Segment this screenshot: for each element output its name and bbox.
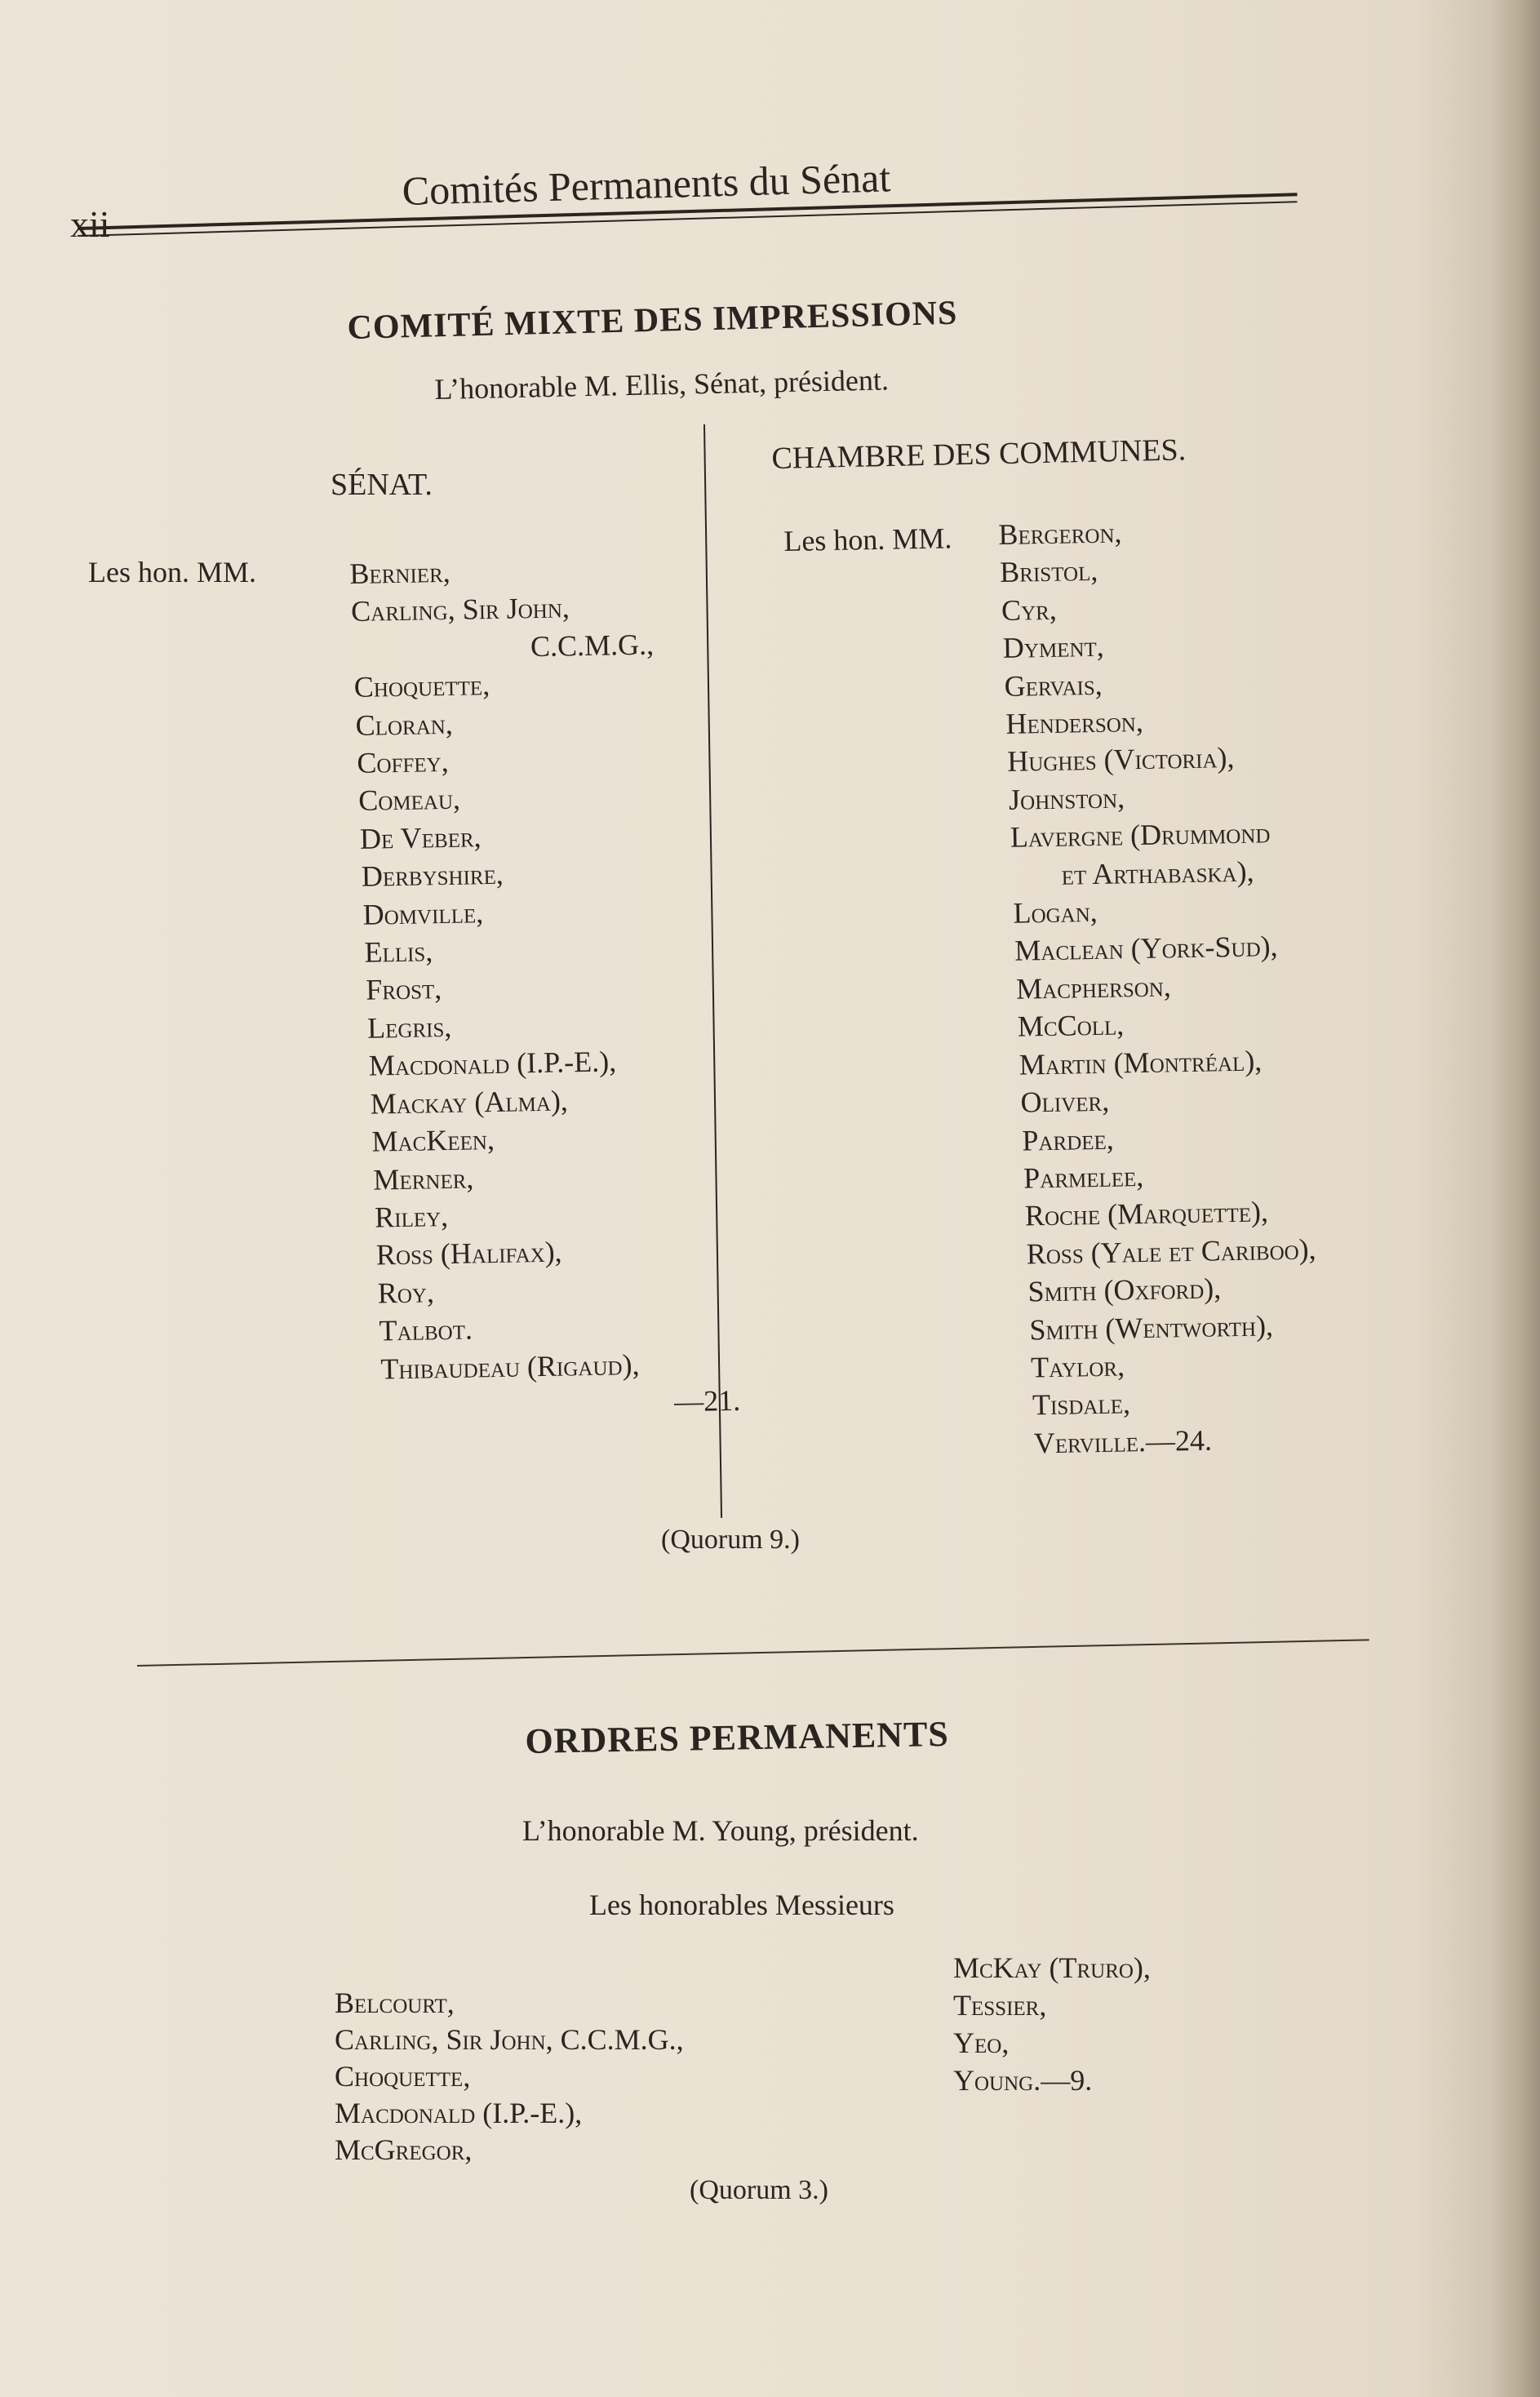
member-entry: Derbyshire, xyxy=(361,858,504,894)
section-divider-rule xyxy=(137,1639,1369,1667)
communes-heading: CHAMBRE DES COMMUNES. xyxy=(771,433,1187,476)
member-entry: Cyr, xyxy=(1001,593,1058,627)
member-entry: Dyment, xyxy=(1002,629,1105,665)
member-entry: Cloran, xyxy=(355,707,454,742)
member-entry: Lavergne (Drummond xyxy=(1010,816,1271,854)
member-entry: Ellis, xyxy=(364,934,433,969)
member-entry: Choquette, xyxy=(335,2060,471,2093)
section-title-ordres: ORDRES PERMANENTS xyxy=(525,1713,950,1761)
member-entry: Belcourt, xyxy=(335,1986,455,2019)
member-entry: Tisdale, xyxy=(1032,1387,1131,1422)
member-entry: Frost, xyxy=(365,972,442,1007)
member-entry: Merner, xyxy=(373,1161,474,1196)
member-entry: Yeo, xyxy=(953,2026,1010,2059)
member-entry: Henderson, xyxy=(1005,704,1144,740)
senat-members-list xyxy=(349,548,741,1426)
member-entry: Roy, xyxy=(377,1276,435,1310)
member-entry: Talbot. xyxy=(379,1312,473,1347)
member-entry: Martin (Montréal), xyxy=(1019,1044,1263,1081)
member-entry: Smith (Oxford), xyxy=(1027,1272,1222,1308)
member-entry: Mackay (Alma), xyxy=(370,1084,569,1121)
member-entry: Macdonald (I.P.-E.), xyxy=(335,2097,583,2129)
member-entry: Roche (Marquette), xyxy=(1024,1195,1269,1232)
member-entry: et Arthabaska), xyxy=(1061,854,1254,891)
member-entry: Young.—9. xyxy=(953,2064,1093,2097)
member-entry: Coffey, xyxy=(357,744,449,779)
member-entry: Macdonald (I.P.-E.), xyxy=(368,1045,617,1082)
member-entry: C.C.M.G., xyxy=(530,628,655,663)
member-entry: Taylor, xyxy=(1030,1349,1125,1384)
member-entry: Bernier, xyxy=(349,555,451,590)
senat-intro: Les hon. MM. xyxy=(88,556,256,588)
member-entry: Johnston, xyxy=(1008,781,1125,816)
member-entry: McGregor, xyxy=(335,2133,473,2166)
member-entry: Tessier, xyxy=(953,1989,1047,2022)
running-title: Comités Permanents du Sénat xyxy=(402,154,891,214)
member-entry: Smith (Wentworth), xyxy=(1029,1308,1274,1347)
communes-intro: Les hon. MM. xyxy=(783,522,952,557)
ordres-president: L’honorable M. Young, président. xyxy=(522,1814,919,1847)
page-folio: xii xyxy=(70,203,110,245)
ordres-subtitle: Les honorables Messieurs xyxy=(589,1889,894,1921)
section-title-impressions: COMITÉ MIXTE DES IMPRESSIONS xyxy=(347,294,958,347)
member-entry: Parmelee, xyxy=(1023,1159,1144,1195)
member-entry: De Veber, xyxy=(359,820,482,855)
ordres-left-members xyxy=(335,1985,684,2168)
member-entry: Carling, Sir John, C.C.M.G., xyxy=(335,2023,684,2056)
member-entry: Oliver, xyxy=(1020,1084,1110,1119)
member-entry: Macpherson, xyxy=(1015,970,1172,1005)
member-entry: Ross (Halifax), xyxy=(375,1235,562,1272)
member-entry: Maclean (York-Sud), xyxy=(1014,930,1278,968)
member-entry: Pardee, xyxy=(1022,1122,1115,1157)
member-entry: Thibaudeau (Rigaud), xyxy=(380,1347,640,1386)
member-entry: Verville.—24. xyxy=(1033,1423,1213,1460)
communes-members-list xyxy=(998,510,1320,1463)
member-entry: Bergeron, xyxy=(998,516,1122,551)
member-entry: McColl, xyxy=(1017,1008,1125,1043)
member-entry: Domville, xyxy=(362,895,484,931)
member-entry: Comeau, xyxy=(357,783,461,818)
member-entry: Hughes (Victoria), xyxy=(1006,741,1235,779)
impressions-president: L’honorable M. Ellis, Sénat, président. xyxy=(434,363,890,406)
member-entry: Carling, Sir John, xyxy=(350,591,570,628)
member-entry: —21. xyxy=(673,1383,741,1418)
member-entry: Ross (Yale et Cariboo), xyxy=(1026,1232,1316,1271)
member-entry: Logan, xyxy=(1013,895,1098,930)
impressions-quorum: (Quorum 9.) xyxy=(661,1525,800,1555)
member-entry: McKay (Truro), xyxy=(953,1951,1151,1984)
member-entry: Legris, xyxy=(366,1010,452,1045)
member-entry: Bristol, xyxy=(999,554,1098,589)
ordres-right-members xyxy=(953,1949,1151,2099)
senat-heading: SÉNAT. xyxy=(331,468,433,502)
member-entry: Choquette, xyxy=(353,668,490,704)
member-entry: Gervais, xyxy=(1004,668,1103,703)
member-entry: MacKeen, xyxy=(371,1123,495,1158)
member-entry: Riley, xyxy=(374,1199,449,1234)
ordres-quorum: (Quorum 3.) xyxy=(690,2175,828,2205)
